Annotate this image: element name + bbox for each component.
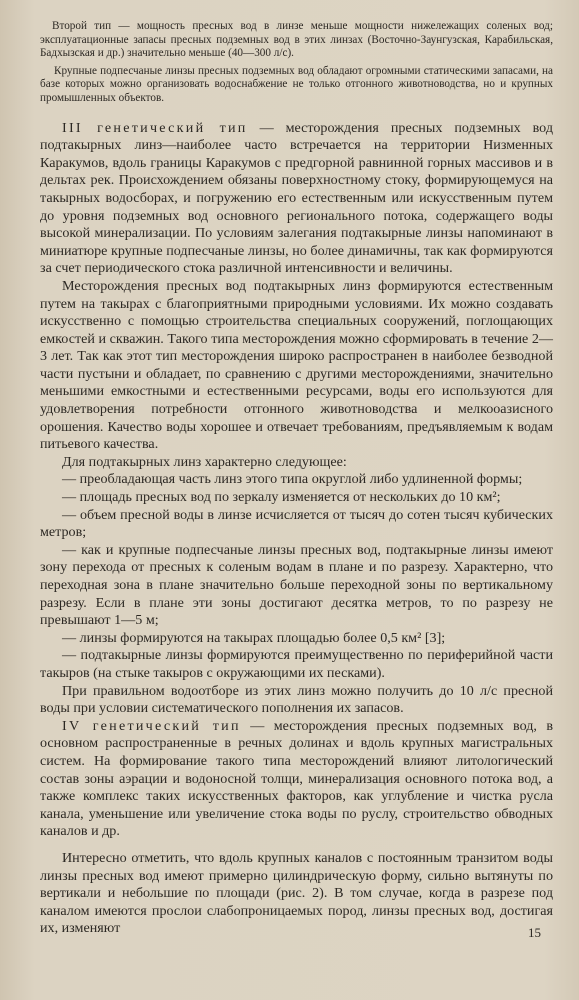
final-paragraph: Интересно отметить, что вдоль крупных каналов с постоянным транзитом воды линзы пресных вод имеют примерно цилиндрическую форму, сильно вытянуты по вертикали и небольшие по площади (рис. 2). В том случае, когда в разрезе под каналом имеются прослои слабопроницаемых пород, линзы пресных вод, достигая их, изменяют <box>40 849 553 937</box>
section-4-text: — месторождения пресных подземных вод, в основном распространенные в речных долинах и вдоль крупных магистральных систем. На формирование такого типа месторождений влияют литологический состав зоны аэрации и водоносной толщи, минерализация основного потока вод, а также комплекс таких искусственных факторов, как углубление и чистка русла канала, уменьшение или увеличение стока воды по руслу, строительство обводных каналов и др. <box>40 717 553 840</box>
list-item: — линзы формируются на такырах площадью более 0,5 км² [3]; <box>62 629 446 646</box>
page-number: 15 <box>528 925 541 940</box>
spacer <box>40 106 553 120</box>
list-item: — подтакырные линзы формируются преимущественно по периферийной части такыров (на стыке такыров с окружающими их песками). <box>40 647 553 681</box>
section-3-paragraph <box>40 120 553 278</box>
section-4-heading: IV генетический тип <box>62 717 241 734</box>
section-4-paragraph <box>40 718 553 841</box>
list-item: — площадь пресных вод по зеркалу изменяется от нескольких до 10 км²; <box>62 489 501 506</box>
intro-paragraph: Крупные подпесчаные линзы пресных подземных вод обладают огромными статическими запасами, на базе которых можно организовать водоснабжение не только отгонного животноводства, но и крупных промышленных объектов. <box>40 64 553 104</box>
intro-paragraph: Второй тип — мощность пресных вод в линзе меньше мощности нижележащих соленых вод; эксплуатационные запасы пресных подземных вод в этих линзах (Восточно-Заунгузская, Карабильская, Бадхызская и др.) значительно меньше (40—300 л/с). <box>40 20 553 60</box>
list-item: — как и крупные подпесчаные линзы пресных вод, подтакырные линзы имеют зону перехода от пресных к соленым водам в плане и по разрезу. Характерно, что переходная зона в плане значительно больше переходной зоны по вертикальному разрезу. Если в плане эти зоны достигают десятка метров, то по разрезу не превышают 1—5 м; <box>40 541 553 629</box>
body-paragraph: Месторождения пресных вод подтакырных линз формируются естественным путем на такырах с благоприятными природными условиями. Их можно создавать искусственно с помощью строительства специальных сооружений, поглощающих емкостей и скважин. Такого типа месторождения можно сформировать в течение 2—3 лет. Так как этот тип месторождения широко распространен в наиболее безводной части пустыни и обладает, по сравнению с другими месторождениями, значительно меньшими емкостными и естественными ресурсами, воды его используются для удовлетворения потребности отгонного животноводства и мелкооазисного орошения. Качество воды хорошее и отвечает требованиям, предъявляемым к водам питьевого качества. <box>40 277 553 453</box>
section-3-heading: III генетический тип <box>62 119 248 136</box>
list-item: — объем пресной воды в линзе исчисляется от тысяч до сотен тысяч кубических метров; <box>40 506 553 541</box>
body-paragraph: При правильном водоотборе из этих линз можно получить до 10 л/с пресной воды при условии систематического пополнения их запасов. <box>40 682 553 717</box>
section-3-text: — месторождения пресных подземных вод подтакырных линз—наиболее часто встречается на территории Низменных Каракумов, вдоль границы Каракумов с предгорной равнинной горных массивов и в дельтах рек. Происхождением обязаны поверхностному стоку, формирующемуся на такырных водосборах, и погружению его естественным или искусственным путем до уровня подземных вод основного регионального потока, содержащего воды высокой минерализации. По условиям залегания подтакырные линзы напоминают в миниатюре крупные подпесчаные линзы, но более динамичны, так как формируются за счет периодического стока различной интенсивности и величины. <box>40 119 553 277</box>
body-paragraph: Для подтакырных линз характерно следующее: <box>62 453 347 470</box>
spacer <box>40 841 553 850</box>
list-item: — преобладающая часть линз этого типа округлой либо удлиненной формы; <box>62 471 523 488</box>
